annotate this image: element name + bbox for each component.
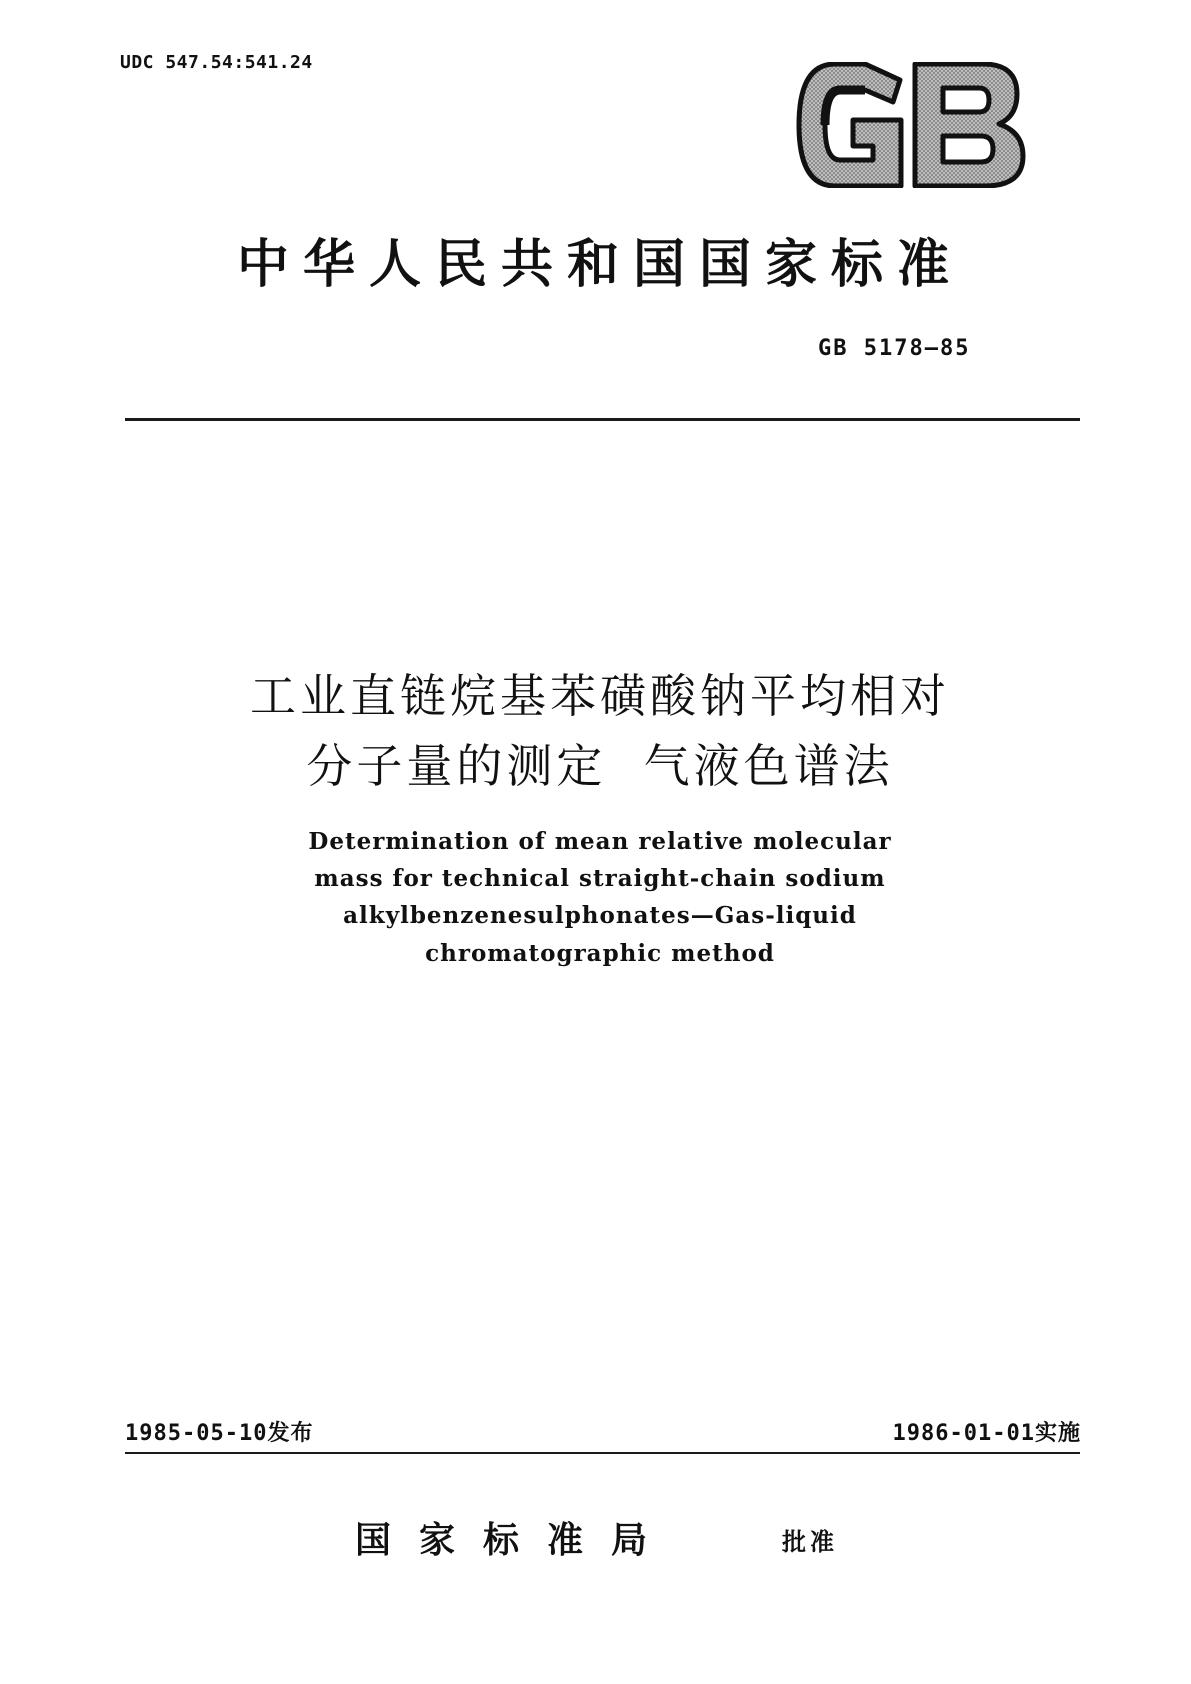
issuing-authority: 国家标准局 [355, 1520, 676, 1561]
chinese-title-line-1: 工业直链烷基苯磺酸钠平均相对 [250, 669, 950, 723]
english-title-line-3: alkylbenzenesulphonates—Gas-liquid [343, 902, 857, 929]
gb-logo [795, 62, 1027, 188]
standard-number: GB 5178—85 [818, 336, 971, 361]
udc-code: UDC 547.54:541.24 [120, 52, 313, 73]
approval-label: 批准 [782, 1528, 838, 1556]
english-title-line-2: mass for technical straight-chain sodium [314, 865, 886, 892]
standard-title: 中华人民共和国国家标准 [236, 235, 963, 295]
english-title-line-1: Determination of mean relative molecular [308, 828, 892, 855]
top-divider [125, 418, 1080, 421]
issue-date: 1985-05-10发布 [125, 1421, 314, 1446]
english-title-line-4: chromatographic method [425, 940, 775, 967]
bottom-divider [125, 1452, 1080, 1454]
implementation-date: 1986-01-01实施 [892, 1421, 1081, 1446]
chinese-title-line-2: 分子量的测定 气液色谱法 [306, 739, 894, 793]
